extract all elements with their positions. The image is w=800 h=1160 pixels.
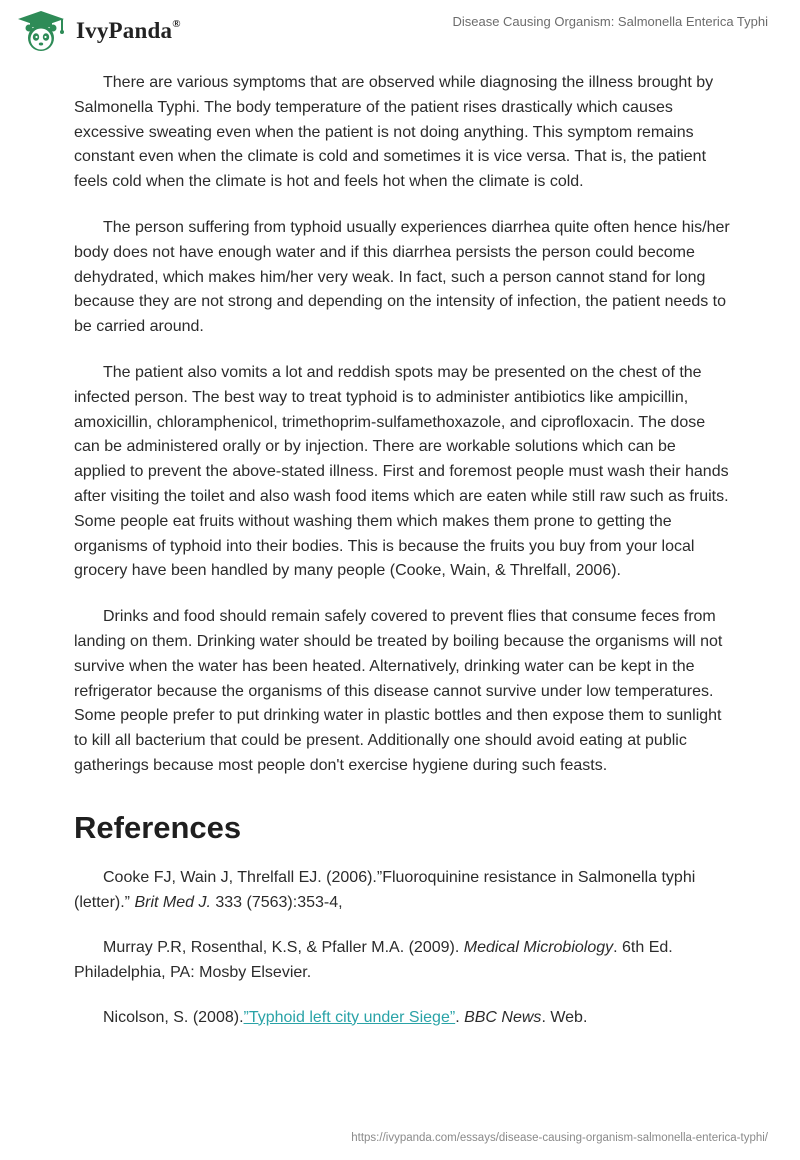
essay-content: [74, 71, 730, 1049]
reference-item: Murray P.R, Rosenthal, K.S, & Pfaller M.A. (2009). Medical Microbiology. 6th Ed. Philadelphia, PA: Mosby Elsevier.: [74, 938, 673, 982]
source-url: https://ivypanda.com/essays/disease-causing-organism-salmonella-enterica-typhi/: [351, 1132, 768, 1144]
body-paragraph: There are various symptoms that are observed while diagnosing the illness brought by Salmonella Typhi. The body temperature of the patient rises drastically which causes excessive sweating even when the patient is not doing anything. This symptom remains constant even when the climate is cold and sometimes it is vice versa. That is, the patient feels cold when the climate is hot and feels hot when the climate is cold.: [74, 74, 714, 191]
body-paragraph: The person suffering from typhoid usually experiences diarrhea quite often hence his/her body does not have enough water and if this diarrhea persists the person could become dehydrated, which makes him/her very weak. In fact, such a person cannot stand for long because they are not strong and depending on the intensity of infection, the patient needs to be carried around.: [74, 218, 730, 336]
panda-logo-icon: [14, 9, 68, 53]
body-paragraph: The patient also vomits a lot and reddish spots may be presented on the chest of the infected person. The best way to treat typhoid is to administer antibiotics like ampicillin, amoxicillin, chloramphenicol, trimethoprim-sulfamethoxazole, and ciprofloxacin. The dose can be administered orally or by injection. There are workable solutions which can be applied to prevent the above-stated illness. First and foremost people must wash their hands after visiting the toilet and also wash food items which are eaten while still raw such as fruits. Some people eat fruits without washing them which makes them prone to getting the organisms of typhoid into their bodies. This is because the fruits you buy from your local grocery have been handled by many people (Cooke, Wain, & Threlfall, 2006).: [74, 363, 729, 580]
reference-link[interactable]: ”Typhoid left city under Siege”: [243, 1008, 456, 1026]
running-title: Disease Causing Organism: Salmonella Enterica Typhi: [452, 14, 768, 29]
body-paragraph: Drinks and food should remain safely covered to prevent flies that consume feces from landing on them. Drinking water should be treated by boiling because the organisms will not survive when the water has been heated. Alternatively, drinking water can be kept in the refrigerator because the organisms of this disease cannot survive under low temperatures. Some people prefer to put drinking water in plastic bottles and then expose them to sunlight to kill all bacterium that could be present. Additionally one should avoid eating at public gatherings because most people don't exercise hygiene during such feasts.: [74, 608, 723, 774]
brand-name: IvyPanda®: [76, 18, 181, 43]
reference-item: Nicolson, S. (2008).”Typhoid left city under Siege”. BBC News. Web.: [103, 1008, 588, 1026]
reference-item: Cooke FJ, Wain J, Threlfall EJ. (2006).”Fluoroquinine resistance in Salmonella typhi (letter).” Brit Med J. 333 (7563):353-4,: [74, 868, 696, 912]
references-heading: References: [74, 809, 242, 845]
ivypanda-logo[interactable]: [14, 9, 181, 53]
page-header: [0, 0, 800, 60]
